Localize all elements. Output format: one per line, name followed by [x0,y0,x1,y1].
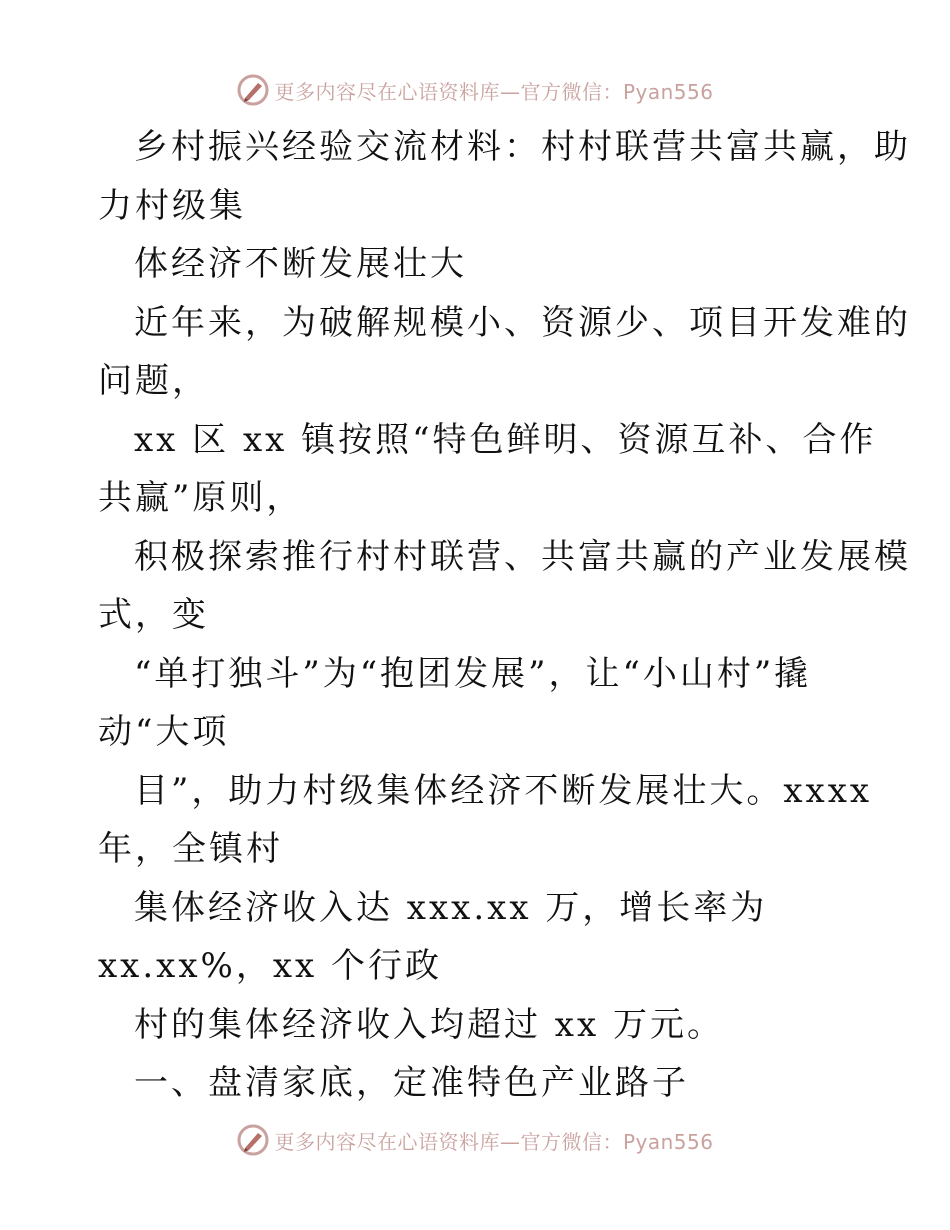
text-line: xx.xx%，xx 个行政 [98,946,442,986]
text-line: 近年来，为破解规模小、资源少、项目开发难的 [134,302,911,343]
text-line: 力村级集 [98,185,246,226]
text-line: 共赢”原则， [98,478,304,518]
text-line: 目”，助力村级集体经济不断发展壮大。xxxx [134,770,873,811]
text-line: 式，变 [98,595,209,635]
text-line: 积极探索推行村村联营、共富共赢的产业发展模 [134,536,911,577]
text-line: 一、盘清家底，定准特色产业路子 [134,1063,689,1103]
footer-watermark-banner [0,1120,950,1160]
text-line: 年，全镇村 [98,829,283,869]
text-line: 体经济不断发展壮大 [134,244,467,284]
text-line: xx 区 xx 镇按照“特色鲜明、资源互补、合作 [134,419,877,460]
pen-circle-logo-icon [236,1123,270,1157]
text-line: 动“大项 [98,712,230,752]
text-line: 集体经济收入达 xxx.xx 万，增长率为 [134,887,768,928]
text-line: 村的集体经济收入均超过 xx 万元。 [134,1004,724,1045]
text-line: “单打独斗”为“抱团发展”，让“小山村”撬 [134,653,812,694]
text-line: 问题， [98,361,209,401]
watermark-text: 更多内容尽在心语资料库—官方微信：Pyan556 [274,79,714,104]
watermark-text: 更多内容尽在心语资料库—官方微信：Pyan556 [274,1129,714,1154]
text-line: 乡村振兴经验交流材料：村村联营共富共赢，助 [134,127,911,167]
